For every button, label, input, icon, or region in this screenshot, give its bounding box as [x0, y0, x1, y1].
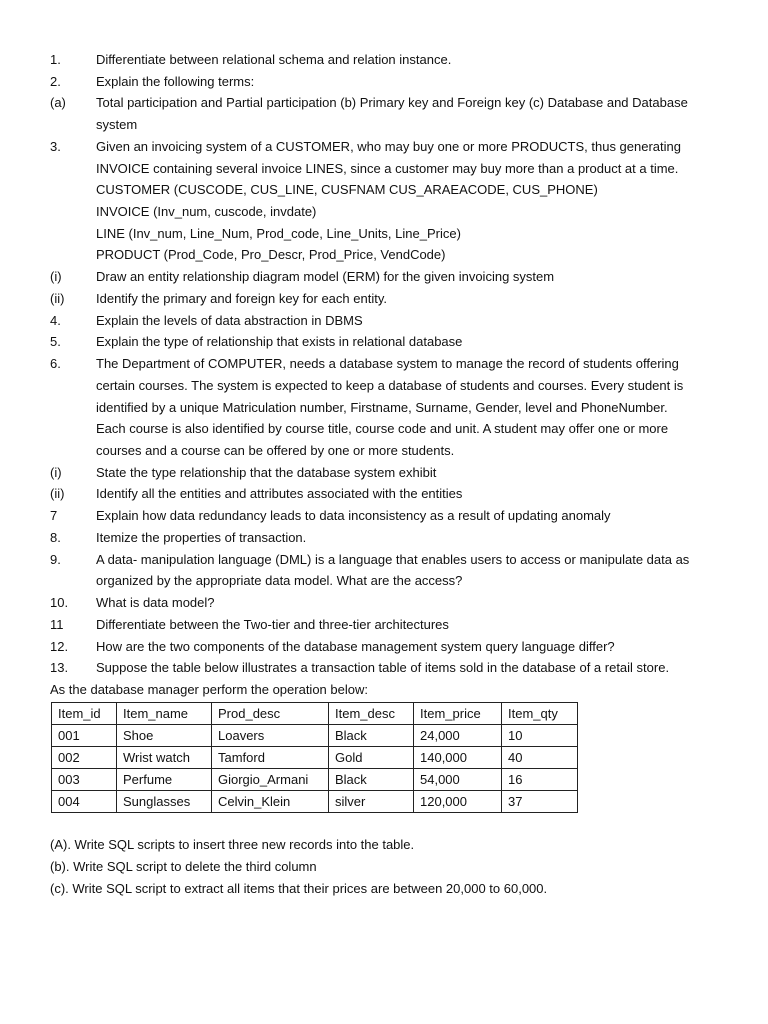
column-header: Item_desc — [329, 703, 414, 725]
question-line: 7 Explain how data redundancy leads to data inconsistency as a result of updating anomaly — [50, 508, 611, 523]
task-line: (b). Write SQL script to delete the third column — [50, 859, 317, 874]
task-line: (c). Write SQL script to extract all items that their prices are between 20,000 to 60,000. — [50, 881, 548, 896]
question-line: (i) Draw an entity relationship diagram model (ERM) for the given invoicing system — [50, 269, 555, 284]
table-cell: Tamford — [212, 747, 329, 769]
table-cell: 001 — [52, 725, 117, 747]
table-cell: Sunglasses — [117, 791, 212, 813]
table-cell: Gold — [329, 747, 414, 769]
table-row — [52, 725, 578, 747]
column-header: Item_qty — [502, 703, 578, 725]
table-header-row — [52, 703, 578, 725]
question-line: identified by a unique Matriculation number, Firstname, Surname, Gender, level and PhoneNumber. — [96, 400, 668, 415]
question-line: 10. What is data model? — [50, 595, 215, 610]
table-cell: 37 — [502, 791, 578, 813]
question-line: 2. Explain the following terms: — [50, 74, 255, 89]
table-cell: 002 — [52, 747, 117, 769]
table-row — [52, 747, 578, 769]
table-cell: Perfume — [117, 769, 212, 791]
question-line: 8. Itemize the properties of transaction. — [50, 530, 307, 545]
question-line: 13. Suppose the table below illustrates a transaction table of items sold in the database of a retail store. — [50, 660, 670, 675]
column-header: Item_id — [52, 703, 117, 725]
question-line: (i) State the type relationship that the database system exhibit — [50, 465, 437, 480]
table-cell: 140,000 — [414, 747, 502, 769]
table-cell: Shoe — [117, 725, 212, 747]
question-line: system — [96, 117, 138, 132]
question-line: (a) Total participation and Partial participation (b) Primary key and Foreign key (c) Database and Database — [50, 95, 688, 110]
question-line: courses and a course can be offered by one or more students. — [96, 443, 455, 458]
table-cell: Wrist watch — [117, 747, 212, 769]
question-line: CUSTOMER (CUSCODE, CUS_LINE, CUSFNAM CUS_ARAEACODE, CUS_PHONE) — [96, 182, 598, 197]
question-line: 5. Explain the type of relationship that exists in relational database — [50, 334, 463, 349]
question-line: PRODUCT (Prod_Code, Pro_Descr, Prod_Price, VendCode) — [96, 247, 446, 262]
column-header: Item_name — [117, 703, 212, 725]
table-cell: Celvin_Klein — [212, 791, 329, 813]
table-intro: As the database manager perform the operation below: — [50, 682, 368, 697]
column-header: Item_price — [414, 703, 502, 725]
table-row — [52, 769, 578, 791]
table-cell: 120,000 — [414, 791, 502, 813]
table-cell: 004 — [52, 791, 117, 813]
task-line: (A). Write SQL scripts to insert three new records into the table. — [50, 837, 415, 852]
table-cell: silver — [329, 791, 414, 813]
table-cell: 24,000 — [414, 725, 502, 747]
question-line: INVOICE (Inv_num, cuscode, invdate) — [96, 204, 317, 219]
table-cell: Giorgio_Armani — [212, 769, 329, 791]
question-line: 6. The Department of COMPUTER, needs a database system to manage the record of students offering — [50, 356, 679, 371]
question-line: Each course is also identified by course title, course code and unit. A student may offer one or more — [96, 421, 669, 436]
question-line: certain courses. The system is expected to keep a database of students and courses. Every student is — [96, 378, 684, 393]
table-cell: 003 — [52, 769, 117, 791]
table-row — [52, 791, 578, 813]
table-cell: 40 — [502, 747, 578, 769]
question-line: 4. Explain the levels of data abstraction in DBMS — [50, 313, 363, 328]
table-cell: 10 — [502, 725, 578, 747]
question-line: 11 Differentiate between the Two-tier and three-tier architectures — [50, 617, 449, 632]
question-line: organized by the appropriate data model. What are the access? — [96, 573, 463, 588]
question-line: (ii) Identify all the entities and attributes associated with the entities — [50, 486, 463, 501]
question-line: (ii) Identify the primary and foreign key for each entity. — [50, 291, 387, 306]
table-cell: 16 — [502, 769, 578, 791]
table-cell: Loavers — [212, 725, 329, 747]
question-line: LINE (Inv_num, Line_Num, Prod_code, Line_Units, Line_Price) — [96, 226, 461, 241]
table-cell: Black — [329, 725, 414, 747]
table-cell: 54,000 — [414, 769, 502, 791]
column-header: Prod_desc — [212, 703, 329, 725]
table-cell: Black — [329, 769, 414, 791]
items-table — [51, 702, 578, 813]
question-line: 3. Given an invoicing system of a CUSTOMER, who may buy one or more PRODUCTS, thus generating — [50, 139, 681, 154]
question-line: 12. How are the two components of the database management system query language differ? — [50, 639, 615, 654]
question-line: INVOICE containing several invoice LINES, since a customer may buy more than a product at a time. — [96, 161, 679, 176]
question-line: 1. Differentiate between relational schema and relation instance. — [50, 52, 452, 67]
question-line: 9. A data- manipulation language (DML) is a language that enables users to access or manipulate data as — [50, 552, 690, 567]
